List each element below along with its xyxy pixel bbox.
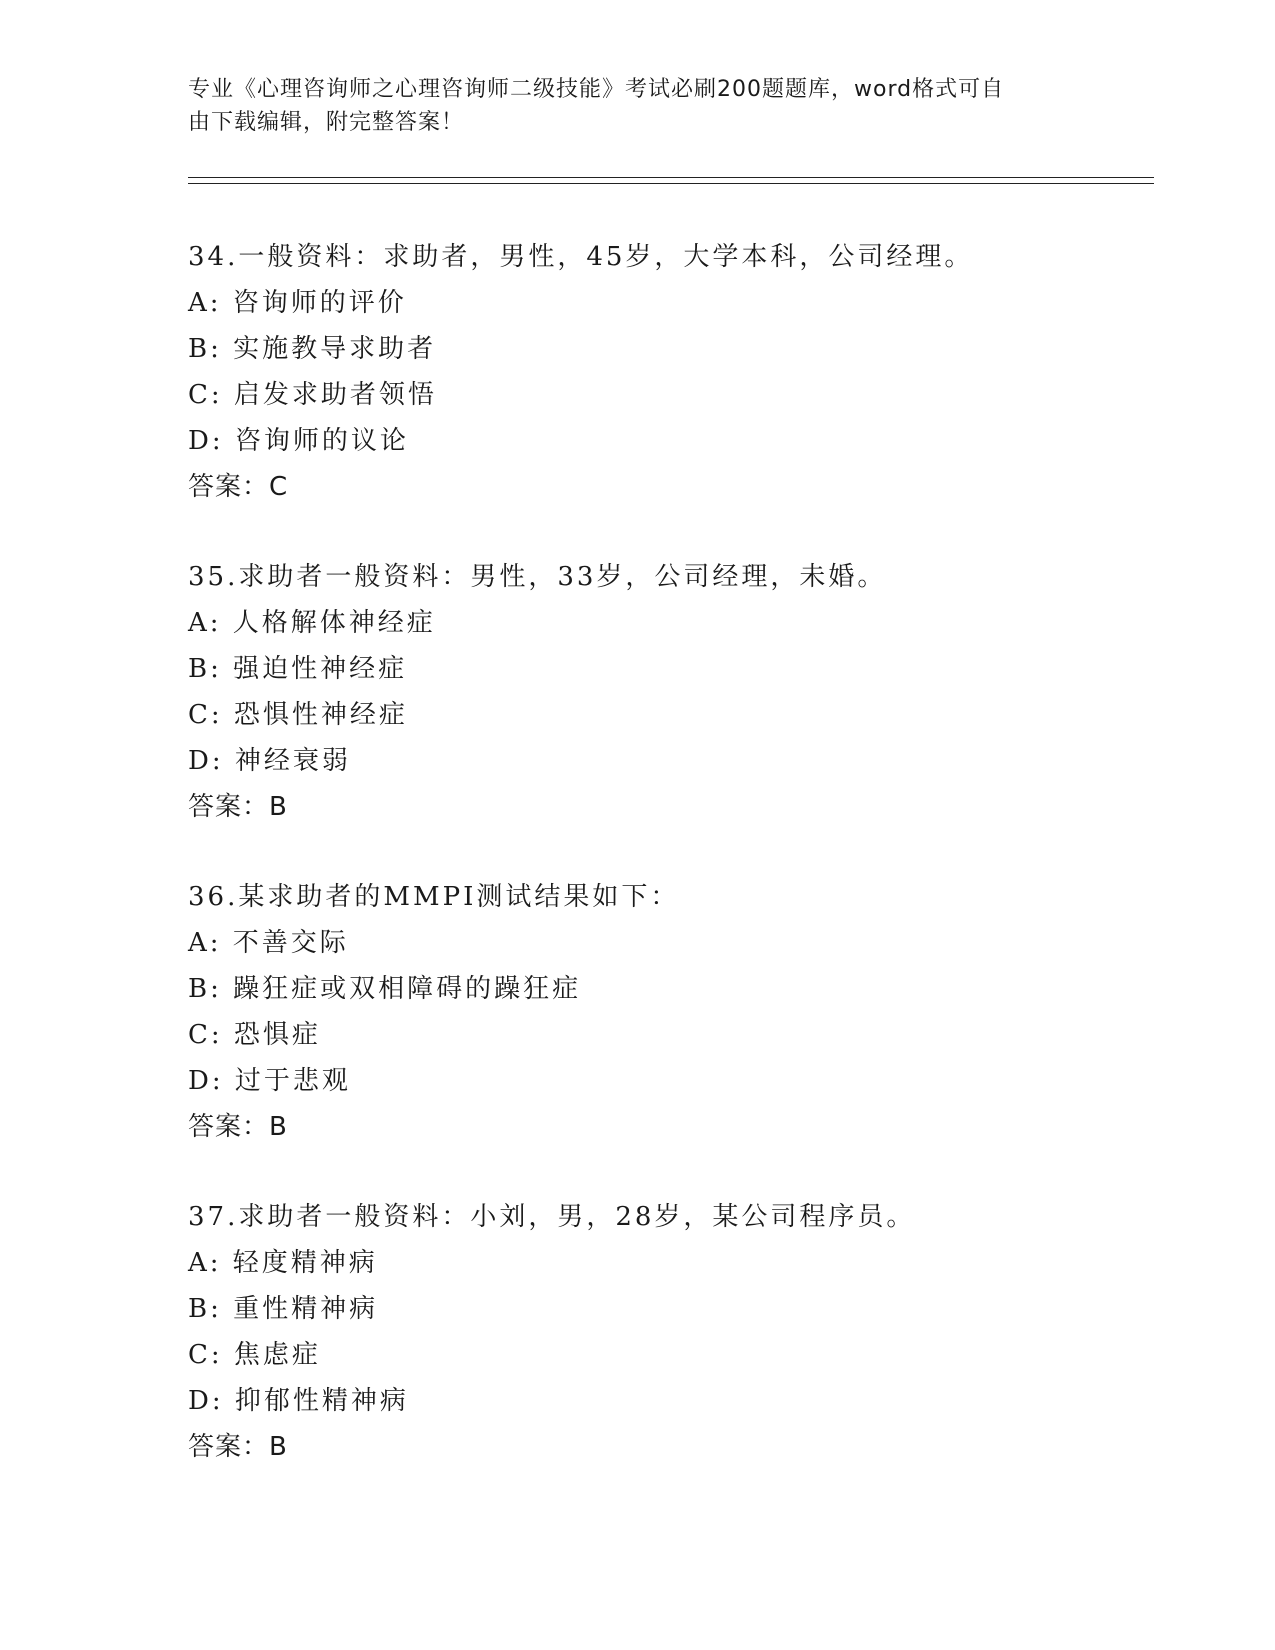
option-c: C: 焦虑症 (188, 1340, 321, 1370)
question-stem: 34.一般资料：求助者，男性，45岁，大学本科，公司经理。 (188, 242, 974, 272)
option-c: C: 恐惧症 (188, 1020, 321, 1050)
document-header (188, 73, 1078, 139)
question-34 (188, 234, 1148, 554)
header-divider-top (188, 177, 1154, 178)
option-a: A: 不善交际 (188, 928, 349, 958)
option-b: B: 强迫性神经症 (188, 654, 408, 684)
answer-text: 答案：B (188, 1112, 288, 1142)
option-d: D: 神经衰弱 (188, 746, 351, 776)
header-divider-bottom (188, 183, 1154, 184)
option-b: B: 实施教导求助者 (188, 334, 437, 364)
question-35 (188, 554, 1148, 874)
option-a: A: 人格解体神经症 (188, 608, 436, 638)
question-stem: 35.求助者一般资料：男性，33岁，公司经理，未婚。 (188, 562, 887, 592)
option-a: A: 咨询师的评价 (188, 288, 407, 318)
option-a: A: 轻度精神病 (188, 1248, 378, 1278)
option-c: C: 启发求助者领悟 (188, 380, 437, 410)
option-d: D: 抑郁性精神病 (188, 1386, 409, 1416)
header-line-1: 专业《心理咨询师之心理咨询师二级技能》考试必刷200题题库，word格式可自 (188, 77, 1005, 102)
option-c: C: 恐惧性神经症 (188, 700, 408, 730)
question-37 (188, 1194, 1148, 1514)
answer-text: 答案：B (188, 792, 288, 822)
question-36 (188, 874, 1148, 1194)
option-d: D: 过于悲观 (188, 1066, 351, 1096)
option-d: D: 咨询师的议论 (188, 426, 409, 456)
answer-text: 答案：C (188, 472, 289, 502)
answer-text: 答案：B (188, 1432, 288, 1462)
option-b: B: 重性精神病 (188, 1294, 379, 1324)
header-line-2: 由下载编辑，附完整答案！ (188, 110, 465, 135)
question-stem: 37.求助者一般资料：小刘，男，28岁，某公司程序员。 (188, 1202, 916, 1232)
option-b: B: 躁狂症或双相障碍的躁狂症 (188, 974, 582, 1004)
question-stem: 36.某求助者的MMPI测试结果如下： (188, 882, 680, 912)
question-list (188, 234, 1148, 1514)
